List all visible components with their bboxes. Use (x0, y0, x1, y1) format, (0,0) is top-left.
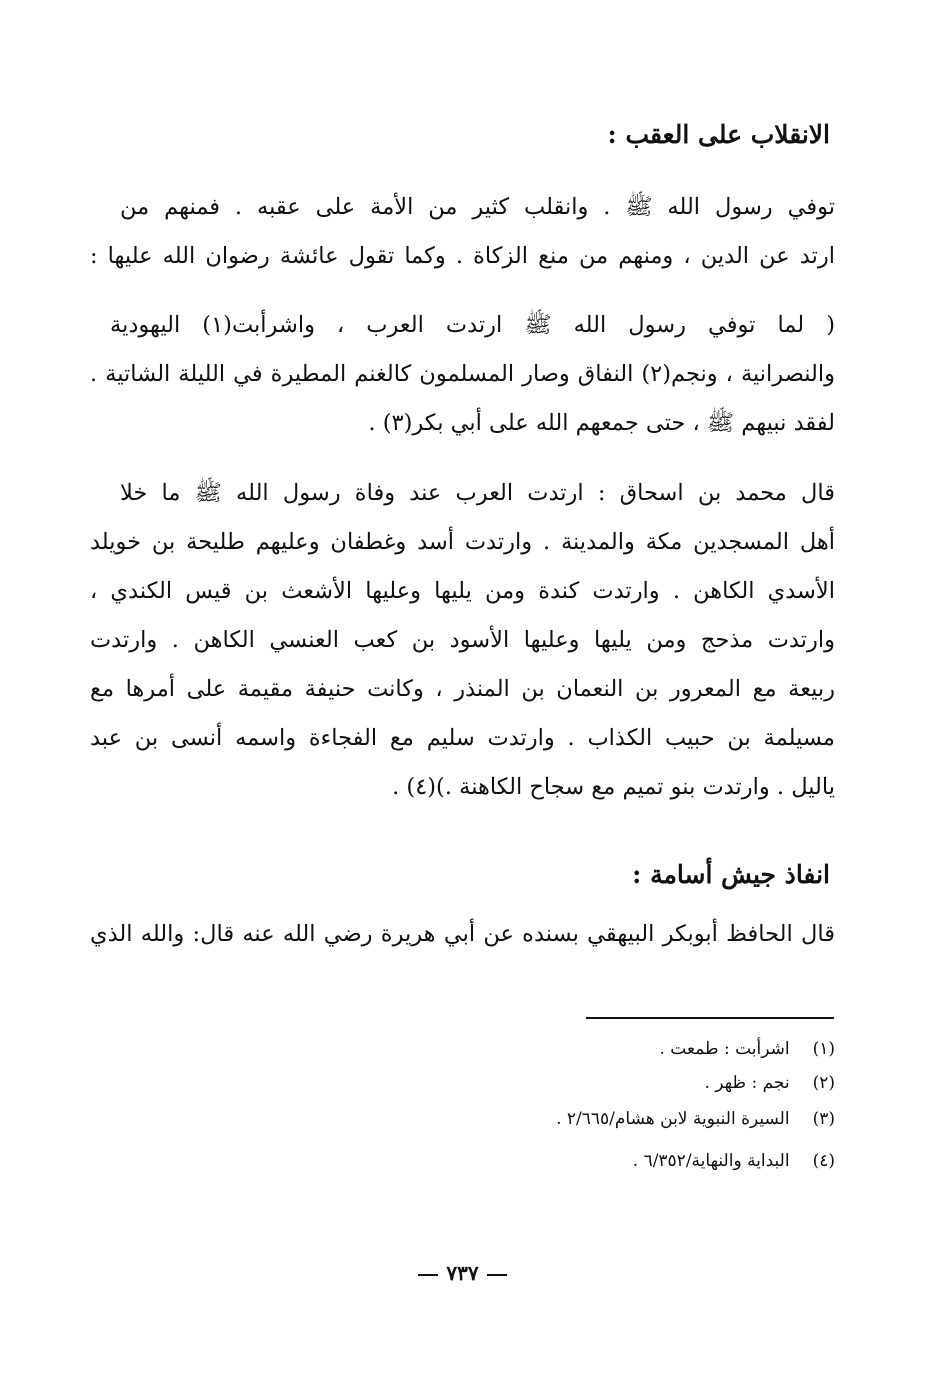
paragraph-line: أهل المسجدين مكة والمدينة . وارتدت أسد وغطفان وعليهم طليحة بن خويلد (90, 529, 835, 555)
footnote-text: نجم : ظهر . (704, 1073, 790, 1093)
page-number-dash (487, 1274, 507, 1276)
quote-line: والنصرانية ، ونجم(٢) النفاق وصار المسلمون كالغنم المطيرة في الليلة الشاتية . (90, 361, 835, 387)
footnote (90, 1104, 835, 1134)
paragraph-line: ربيعة مع المعرور بن النعمان بن المنذر ، وكانت حنيفة مقيمة على أمرها مع (90, 676, 835, 702)
footnote-text: اشرأبت : طمعت . (659, 1039, 790, 1059)
page-number-value: ٧٣٧ (446, 1261, 479, 1285)
paragraph-line: ياليل . وارتدت بنو تميم مع سجاح الكاهنة .)(٤) . (392, 774, 835, 800)
paragraph-line: توفي رسول الله ﷺ . وانقلب كثير من الأمة على عقبه . فمنهم من (120, 194, 835, 220)
footnote-number: (١) (812, 1039, 835, 1059)
quote-line: لفقد نبيهم ﷺ ، حتى جمعهم الله على أبي بكر(٣) . (368, 410, 835, 436)
footnote (90, 1146, 835, 1176)
footnote-text: البداية والنهاية/٦/٣٥٢ . (632, 1151, 790, 1171)
paragraph-line: ارتد عن الدين ، ومنهم من منع الزكاة . وكما تقول عائشة رضوان الله عليها : (90, 243, 835, 269)
footnote-separator (586, 1017, 834, 1019)
section-heading-usama-army: انفاذ جيش أسامة : (632, 860, 830, 889)
paragraph-line: مسيلمة بن حبيب الكذاب . وارتدت سليم مع الفجاءة واسمه أنسى بن عبد (90, 725, 835, 751)
footnote-number: (٢) (812, 1073, 835, 1093)
quote-line: ( لما توفي رسول الله ﷺ ارتدت العرب ، واشرأبت(١) اليهودية (110, 312, 835, 338)
paragraph-line: الأسدي الكاهن . وارتدت كندة ومن يليها وعليها الأشعث بن قيس الكندي ، (90, 578, 835, 604)
footnote-text: السيرة النبوية لابن هشام/٢/٦٦٥ . (556, 1109, 790, 1129)
paragraph-line: قال محمد بن اسحاق : ارتدت العرب عند وفاة رسول الله ﷺ ما خلا (120, 480, 835, 506)
paragraph-line: وارتدت مذحج ومن يليها وعليها الأسود بن كعب العنسي الكاهن . وارتدت (90, 627, 835, 653)
footnote-number: (٤) (812, 1151, 835, 1171)
paragraph-line: قال الحافظ أبوبكر البيهقي بسنده عن أبي هريرة رضي الله عنه قال: والله الذي (90, 921, 835, 947)
footnote (90, 1068, 835, 1098)
page-number (0, 1258, 925, 1288)
footnote-number: (٣) (812, 1109, 835, 1129)
page-number-dash (418, 1274, 438, 1276)
footnote (90, 1034, 835, 1064)
section-heading-apostasy: الانقلاب على العقب : (607, 120, 830, 149)
